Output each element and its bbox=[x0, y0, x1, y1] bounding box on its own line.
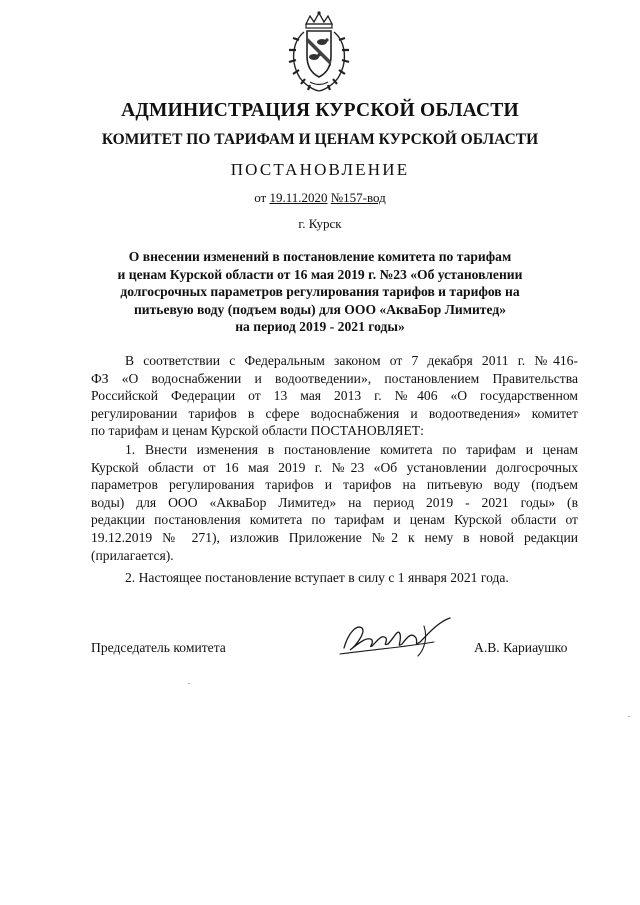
title-line: на период 2019 - 2021 годы» bbox=[235, 319, 405, 334]
paragraph-line: 1. Внести изменения в постановление комитета по тарифам и ценам bbox=[125, 442, 578, 457]
document-number: №157-вод bbox=[330, 190, 386, 205]
paragraph-line: 19.12.2019 № 271), изложив Приложение №2 к нему в новой редакции bbox=[91, 529, 578, 545]
signatory-name: А.В. Кариаушко bbox=[474, 640, 568, 655]
document-date: 19.11.2020 bbox=[269, 190, 328, 205]
paragraph-line: В соответствии с Федеральным законом от 7 декабря 2011 г. №416- bbox=[125, 353, 578, 368]
paragraph-line: (прилагается). bbox=[91, 547, 174, 563]
handwritten-signature bbox=[338, 612, 466, 662]
document-city: г. Курск bbox=[298, 216, 342, 231]
committee-title: КОМИТЕТ ПО ТАРИФАМ И ЦЕНАМ КУРСКОЙ ОБЛАСТИ bbox=[101, 131, 539, 148]
paragraph-line: ФЗ «О водоснабжении и водоотведении», постановлением Правительства bbox=[91, 370, 578, 386]
document-date-line bbox=[0, 190, 640, 206]
scan-speck bbox=[188, 683, 190, 684]
paragraph-line: Российской Федерации от 13 мая 2013 г. №406 «О государственном bbox=[91, 388, 578, 404]
paragraph-item-2: 2. Настоящее постановление вступает в силу с 1 января 2021 года. bbox=[125, 570, 509, 585]
paragraph-line: редакции постановления комитета по тарифам и ценам Курской области от bbox=[91, 512, 578, 528]
paragraph-line: по тарифам и ценам Курской области ПОСТАНОВЛЯЕТ: bbox=[91, 423, 424, 439]
paragraph-line: Курской области от 16 мая 2019 г. №23 «Об установлении долгосрочных bbox=[91, 459, 578, 475]
title-line: питьевую воду (подъем воды) для ООО «АкваБор Лимитед» bbox=[133, 301, 507, 317]
title-line: долгосрочных параметров регулирования тарифов и тарифов на bbox=[120, 284, 520, 299]
paragraph-line: воды) для ООО «АкваБор Лимитед» на период 2019 - 2021 годы» (в bbox=[91, 494, 578, 510]
administration-title: АДМИНИСТРАЦИЯ КУРСКОЙ ОБЛАСТИ bbox=[121, 100, 519, 121]
paragraph-item-1 bbox=[91, 441, 578, 564]
coat-of-arms-emblem bbox=[284, 10, 354, 94]
signatory-position: Председатель комитета bbox=[91, 640, 226, 655]
title-line: и ценам Курской области от 16 мая 2019 г. №23 «Об установлении bbox=[117, 266, 523, 282]
date-prefix: от bbox=[254, 190, 267, 205]
paragraph-line: параметров регулирования тарифов и тарифов на питьевую воду (подъем bbox=[91, 477, 578, 493]
document-title bbox=[0, 248, 640, 336]
paragraph-line: регулировании тарифов в сфере водоснабжения и водоотведения» комитет bbox=[91, 405, 578, 421]
paragraph-preamble bbox=[91, 352, 578, 440]
document-type: ПОСТАНОВЛЕНИЕ bbox=[230, 160, 410, 179]
scan-speck bbox=[628, 716, 630, 717]
title-line: О внесении изменений в постановление комитета по тарифам bbox=[128, 249, 512, 264]
